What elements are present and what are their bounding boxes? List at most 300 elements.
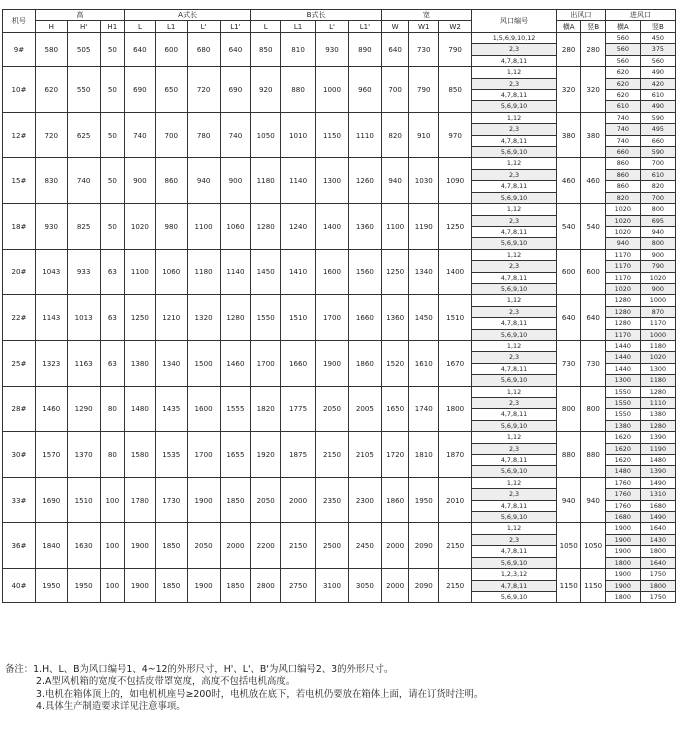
- outlet-no-cell: 1,12: [472, 523, 557, 534]
- outlet-no-cell: 2,3: [472, 215, 557, 226]
- dimension-cell: 1775: [281, 386, 316, 432]
- outlet-b-cell: 1150: [581, 569, 605, 603]
- dimension-cell: 1850: [155, 523, 187, 569]
- dimension-cell: 2105: [348, 432, 381, 478]
- dimension-cell: 1800: [439, 386, 472, 432]
- dimension-cell: 825: [67, 204, 100, 250]
- dimension-cell: 1720: [381, 432, 409, 478]
- header-sub-col: 横A: [556, 21, 580, 33]
- outlet-no-cell: 5,6,9,10: [472, 283, 557, 294]
- note-line: [5, 664, 675, 676]
- dimension-cell: 1370: [67, 432, 100, 478]
- dimension-cell: 1610: [409, 340, 439, 386]
- dimension-cell: 50: [100, 204, 124, 250]
- dimension-cell: 1510: [281, 295, 316, 341]
- inlet-b-cell: 1310: [640, 489, 675, 500]
- dimension-cell: 100: [100, 477, 124, 523]
- dimension-cell: 1100: [381, 204, 409, 250]
- dimension-cell: 2150: [281, 523, 316, 569]
- header-height: 高: [35, 10, 124, 21]
- dimension-cell: 1670: [439, 340, 472, 386]
- outlet-a-cell: 320: [556, 67, 580, 113]
- dimension-cell: 1030: [409, 158, 439, 204]
- dimension-cell: 1900: [316, 340, 349, 386]
- inlet-a-cell: 660: [605, 147, 640, 158]
- outlet-no-cell: 1,5,6,9,10,12: [472, 33, 557, 44]
- inlet-a-cell: 560: [605, 33, 640, 44]
- inlet-a-cell: 1900: [605, 546, 640, 557]
- dimension-cell: 850: [439, 67, 472, 113]
- inlet-b-cell: 1020: [640, 352, 675, 363]
- inlet-b-cell: 590: [640, 147, 675, 158]
- inlet-a-cell: 1680: [605, 512, 640, 523]
- inlet-a-cell: 620: [605, 78, 640, 89]
- dimension-cell: 2000: [381, 569, 409, 603]
- header-sub-col: L: [251, 21, 281, 33]
- header-sub-col: L1: [281, 21, 316, 33]
- table-row: [3, 523, 676, 534]
- machine-no-cell: 22#: [3, 295, 36, 341]
- dimension-cell: 720: [35, 112, 67, 158]
- dimension-cell: 1740: [409, 386, 439, 432]
- inlet-a-cell: 1170: [605, 272, 640, 283]
- outlet-no-cell: 4,7,8,11: [472, 55, 557, 66]
- inlet-b-cell: 870: [640, 306, 675, 317]
- inlet-b-cell: 1110: [640, 398, 675, 409]
- dimension-cell: 1013: [67, 295, 100, 341]
- inlet-a-cell: 620: [605, 90, 640, 101]
- table-row: [3, 432, 676, 443]
- inlet-a-cell: 740: [605, 135, 640, 146]
- machine-no-cell: 20#: [3, 249, 36, 295]
- dimension-cell: 2750: [281, 569, 316, 603]
- inlet-a-cell: 1440: [605, 340, 640, 351]
- outlet-no-cell: 1,12: [472, 386, 557, 397]
- outlet-a-cell: 640: [556, 295, 580, 341]
- outlet-no-cell: 4,7,8,11: [472, 363, 557, 374]
- dimension-cell: 910: [409, 112, 439, 158]
- outlet-b-cell: 280: [581, 33, 605, 67]
- dimension-cell: 1140: [281, 158, 316, 204]
- header-sub-col: H': [67, 21, 100, 33]
- dimension-cell: 1180: [251, 158, 281, 204]
- inlet-a-cell: 1550: [605, 386, 640, 397]
- dimension-cell: 1920: [251, 432, 281, 478]
- dimension-cell: 1250: [125, 295, 156, 341]
- inlet-b-cell: 490: [640, 101, 675, 112]
- machine-no-cell: 12#: [3, 112, 36, 158]
- outlet-no-cell: 5,6,9,10: [472, 147, 557, 158]
- dimension-cell: 50: [100, 33, 124, 67]
- dimension-cell: 1190: [409, 204, 439, 250]
- dimension-cell: 1500: [187, 340, 220, 386]
- inlet-a-cell: 1760: [605, 477, 640, 488]
- dimension-cell: 1900: [187, 569, 220, 603]
- outlet-b-cell: 460: [581, 158, 605, 204]
- table-row: [3, 477, 676, 488]
- dimension-cell: 1560: [348, 249, 381, 295]
- outlet-no-cell: 1,12: [472, 477, 557, 488]
- header-sub-col: L1: [155, 21, 187, 33]
- dimension-cell: 1600: [187, 386, 220, 432]
- outlet-no-cell: 4,7,8,11: [472, 135, 557, 146]
- dimension-cell: 1020: [125, 204, 156, 250]
- outlet-no-cell: 5,6,9,10: [472, 512, 557, 523]
- dimension-cell: 1860: [348, 340, 381, 386]
- inlet-a-cell: 1620: [605, 432, 640, 443]
- outlet-no-cell: 5,6,9,10: [472, 420, 557, 431]
- outlet-a-cell: 880: [556, 432, 580, 478]
- dimension-cell: 3100: [316, 569, 349, 603]
- dimension-cell: 1280: [251, 204, 281, 250]
- outlet-b-cell: 800: [581, 386, 605, 432]
- inlet-a-cell: 1020: [605, 204, 640, 215]
- inlet-a-cell: 1900: [605, 569, 640, 580]
- dimension-cell: 1850: [220, 477, 251, 523]
- inlet-b-cell: 1000: [640, 295, 675, 306]
- inlet-b-cell: 1390: [640, 466, 675, 477]
- dimension-cell: 50: [100, 112, 124, 158]
- dimension-cell: 1875: [281, 432, 316, 478]
- inlet-b-cell: 700: [640, 192, 675, 203]
- header-sub-col: L: [125, 21, 156, 33]
- machine-no-cell: 18#: [3, 204, 36, 250]
- dimension-cell: 1050: [251, 112, 281, 158]
- dimension-cell: 1090: [439, 158, 472, 204]
- note-line: [5, 689, 675, 701]
- outlet-no-cell: 1,12: [472, 432, 557, 443]
- dimension-cell: 2000: [281, 477, 316, 523]
- inlet-a-cell: 1170: [605, 329, 640, 340]
- dimension-cell: 1060: [220, 204, 251, 250]
- dimension-cell: 1043: [35, 249, 67, 295]
- dimension-cell: 1510: [439, 295, 472, 341]
- dimension-cell: 2150: [439, 569, 472, 603]
- dimension-cell: 1650: [381, 386, 409, 432]
- dimension-cell: 1290: [67, 386, 100, 432]
- dimension-cell: 1323: [35, 340, 67, 386]
- dimension-cell: 50: [100, 158, 124, 204]
- dimension-table: [2, 9, 676, 603]
- outlet-no-cell: 5,6,9,10: [472, 375, 557, 386]
- note-text: 4.具体生产制造要求详见注意事项。: [36, 701, 186, 713]
- dimension-cell: 1850: [220, 569, 251, 603]
- dimension-cell: 2350: [316, 477, 349, 523]
- dimension-cell: 1630: [67, 523, 100, 569]
- inlet-b-cell: 1680: [640, 500, 675, 511]
- dimension-cell: 680: [187, 33, 220, 67]
- dimension-cell: 2090: [409, 523, 439, 569]
- inlet-a-cell: 860: [605, 181, 640, 192]
- dimension-cell: 2050: [316, 386, 349, 432]
- inlet-a-cell: 1440: [605, 363, 640, 374]
- dimension-cell: 1660: [348, 295, 381, 341]
- inlet-a-cell: 1020: [605, 215, 640, 226]
- dimension-cell: 1600: [316, 249, 349, 295]
- dimension-cell: 930: [35, 204, 67, 250]
- dimension-cell: 860: [155, 158, 187, 204]
- outlet-no-cell: 4,7,8,11: [472, 580, 557, 591]
- inlet-b-cell: 700: [640, 158, 675, 169]
- inlet-b-cell: 1490: [640, 477, 675, 488]
- inlet-b-cell: 1190: [640, 443, 675, 454]
- header-subrow: [3, 21, 676, 33]
- inlet-b-cell: 940: [640, 226, 675, 237]
- dimension-cell: 780: [187, 112, 220, 158]
- outlet-no-cell: 1,12: [472, 67, 557, 78]
- outlet-b-cell: 1050: [581, 523, 605, 569]
- outlet-no-cell: 4,7,8,11: [472, 455, 557, 466]
- dimension-cell: 1100: [187, 204, 220, 250]
- inlet-a-cell: 860: [605, 158, 640, 169]
- dimension-cell: 1110: [348, 112, 381, 158]
- dimension-cell: 640: [381, 33, 409, 67]
- dimension-cell: 1300: [316, 158, 349, 204]
- dimension-cell: 1010: [281, 112, 316, 158]
- dimension-cell: 1900: [125, 569, 156, 603]
- outlet-b-cell: 640: [581, 295, 605, 341]
- outlet-no-cell: 2,3: [472, 306, 557, 317]
- dimension-cell: 1840: [35, 523, 67, 569]
- dimension-cell: 1240: [281, 204, 316, 250]
- dimension-cell: 920: [251, 67, 281, 113]
- dimension-cell: 1450: [409, 295, 439, 341]
- dimension-cell: 1700: [187, 432, 220, 478]
- table-row: [3, 67, 676, 78]
- dimension-cell: 1450: [251, 249, 281, 295]
- dimension-cell: 625: [67, 112, 100, 158]
- dimension-cell: 1550: [251, 295, 281, 341]
- inlet-a-cell: 860: [605, 169, 640, 180]
- dimension-cell: 1360: [348, 204, 381, 250]
- inlet-b-cell: 900: [640, 283, 675, 294]
- header-outlet-no: 风口编号: [472, 10, 557, 33]
- dimension-cell: 1250: [439, 204, 472, 250]
- header-sub-col: W2: [439, 21, 472, 33]
- inlet-b-cell: 1640: [640, 557, 675, 568]
- inlet-a-cell: 1800: [605, 591, 640, 602]
- dimension-cell: 1340: [155, 340, 187, 386]
- outlet-a-cell: 540: [556, 204, 580, 250]
- header-b-length: B式长: [251, 10, 382, 21]
- dimension-cell: 1820: [251, 386, 281, 432]
- outlet-no-cell: 1,2,3,12: [472, 569, 557, 580]
- dimension-cell: 63: [100, 249, 124, 295]
- header-inlet: 进风口: [605, 10, 675, 21]
- note-line: [5, 676, 675, 688]
- dimension-cell: 740: [67, 158, 100, 204]
- inlet-b-cell: 1800: [640, 546, 675, 557]
- dimension-cell: 1400: [316, 204, 349, 250]
- machine-no-cell: 40#: [3, 569, 36, 603]
- dimension-cell: 80: [100, 386, 124, 432]
- outlet-no-cell: 1,12: [472, 249, 557, 260]
- header-a-length: A式长: [125, 10, 251, 21]
- inlet-b-cell: 610: [640, 169, 675, 180]
- outlet-no-cell: 1,12: [472, 295, 557, 306]
- dimension-cell: 1280: [220, 295, 251, 341]
- inlet-b-cell: 495: [640, 124, 675, 135]
- dimension-cell: 810: [281, 33, 316, 67]
- inlet-b-cell: 1170: [640, 318, 675, 329]
- dimension-cell: 2200: [251, 523, 281, 569]
- header-sub-col: H: [35, 21, 67, 33]
- header-sub-col: L': [187, 21, 220, 33]
- inlet-a-cell: 740: [605, 124, 640, 135]
- outlet-no-cell: 2,3: [472, 489, 557, 500]
- dimension-cell: 2000: [220, 523, 251, 569]
- table-row: [3, 295, 676, 306]
- dimension-cell: 900: [220, 158, 251, 204]
- inlet-a-cell: 1020: [605, 283, 640, 294]
- inlet-a-cell: 1300: [605, 375, 640, 386]
- outlet-no-cell: 5,6,9,10: [472, 238, 557, 249]
- inlet-b-cell: 610: [640, 90, 675, 101]
- dimension-cell: 1810: [409, 432, 439, 478]
- inlet-b-cell: 1000: [640, 329, 675, 340]
- outlet-no-cell: 2,3: [472, 443, 557, 454]
- inlet-a-cell: 1280: [605, 295, 640, 306]
- dimension-cell: 980: [155, 204, 187, 250]
- dimension-cell: 700: [381, 67, 409, 113]
- outlet-no-cell: 2,3: [472, 44, 557, 55]
- dimension-cell: 940: [381, 158, 409, 204]
- machine-no-cell: 33#: [3, 477, 36, 523]
- outlet-no-cell: 5,6,9,10: [472, 557, 557, 568]
- dimension-cell: 1140: [220, 249, 251, 295]
- dimension-cell: 1570: [35, 432, 67, 478]
- outlet-no-cell: 2,3: [472, 261, 557, 272]
- outlet-no-cell: 2,3: [472, 398, 557, 409]
- outlet-no-cell: 5,6,9,10: [472, 192, 557, 203]
- dimension-cell: 1260: [348, 158, 381, 204]
- outlet-no-cell: 4,7,8,11: [472, 546, 557, 557]
- dimension-cell: 1060: [155, 249, 187, 295]
- outlet-no-cell: 2,3: [472, 124, 557, 135]
- dimension-cell: 1150: [316, 112, 349, 158]
- notes-block: [5, 664, 675, 714]
- dimension-cell: 900: [125, 158, 156, 204]
- dimension-cell: 1480: [125, 386, 156, 432]
- dimension-cell: 1730: [155, 477, 187, 523]
- inlet-a-cell: 1280: [605, 318, 640, 329]
- dimension-cell: 1460: [35, 386, 67, 432]
- machine-no-cell: 10#: [3, 67, 36, 113]
- inlet-b-cell: 1390: [640, 432, 675, 443]
- header-sub-col: W1: [409, 21, 439, 33]
- outlet-no-cell: 4,7,8,11: [472, 181, 557, 192]
- dimension-cell: 1435: [155, 386, 187, 432]
- inlet-b-cell: 560: [640, 55, 675, 66]
- dimension-cell: 1860: [381, 477, 409, 523]
- dimension-cell: 1210: [155, 295, 187, 341]
- dimension-cell: 2150: [316, 432, 349, 478]
- dimension-cell: 2500: [316, 523, 349, 569]
- table-row: [3, 249, 676, 260]
- dimension-cell: 2000: [381, 523, 409, 569]
- outlet-no-cell: 4,7,8,11: [472, 409, 557, 420]
- inlet-b-cell: 900: [640, 249, 675, 260]
- outlet-a-cell: 1150: [556, 569, 580, 603]
- outlet-b-cell: 320: [581, 67, 605, 113]
- dimension-cell: 1580: [125, 432, 156, 478]
- machine-no-cell: 15#: [3, 158, 36, 204]
- dimension-cell: 650: [155, 67, 187, 113]
- dimension-cell: 620: [35, 67, 67, 113]
- outlet-no-cell: 4,7,8,11: [472, 272, 557, 283]
- outlet-no-cell: 5,6,9,10: [472, 101, 557, 112]
- inlet-a-cell: 620: [605, 67, 640, 78]
- dimension-cell: 960: [348, 67, 381, 113]
- inlet-a-cell: 1760: [605, 500, 640, 511]
- dimension-cell: 1950: [409, 477, 439, 523]
- inlet-b-cell: 800: [640, 204, 675, 215]
- inlet-b-cell: 1490: [640, 512, 675, 523]
- dimension-cell: 790: [439, 33, 472, 67]
- inlet-b-cell: 375: [640, 44, 675, 55]
- dimension-cell: 1320: [187, 295, 220, 341]
- inlet-b-cell: 1300: [640, 363, 675, 374]
- dimension-cell: 2150: [439, 523, 472, 569]
- outlet-no-cell: 5,6,9,10: [472, 591, 557, 602]
- dimension-cell: 1400: [439, 249, 472, 295]
- machine-no-cell: 30#: [3, 432, 36, 478]
- outlet-no-cell: 4,7,8,11: [472, 318, 557, 329]
- inlet-a-cell: 560: [605, 55, 640, 66]
- dimension-cell: 1555: [220, 386, 251, 432]
- note-text: 3.电机在箱体顶上的，如电机机座号≥200时，电机放在底下，若电机仍要放在箱体上面，请在订货时注明。: [36, 688, 484, 700]
- header-sub-col: 竖B: [581, 21, 605, 33]
- note-text: 1.H、L、B为风口编号1、4~12的外形尺寸，H'、L'、B'为风口编号2、3的外形尺寸。: [33, 664, 394, 675]
- dimension-cell: 1163: [67, 340, 100, 386]
- dimension-cell: 970: [439, 112, 472, 158]
- header-sub-col: 竖B: [640, 21, 675, 33]
- dimension-cell: 2010: [439, 477, 472, 523]
- outlet-b-cell: 600: [581, 249, 605, 295]
- inlet-b-cell: 1020: [640, 272, 675, 283]
- dimension-cell: 1950: [67, 569, 100, 603]
- outlet-b-cell: 380: [581, 112, 605, 158]
- table-row: [3, 340, 676, 351]
- outlet-no-cell: 5,6,9,10: [472, 466, 557, 477]
- dimension-cell: 100: [100, 523, 124, 569]
- dimension-cell: 50: [100, 67, 124, 113]
- table-row: [3, 386, 676, 397]
- dimension-cell: 640: [125, 33, 156, 67]
- inlet-a-cell: 1800: [605, 557, 640, 568]
- dimension-cell: 820: [381, 112, 409, 158]
- dimension-cell: 700: [155, 112, 187, 158]
- dimension-cell: 940: [187, 158, 220, 204]
- dimension-cell: 100: [100, 569, 124, 603]
- dimension-cell: 2050: [251, 477, 281, 523]
- inlet-b-cell: 1640: [640, 523, 675, 534]
- dimension-cell: 3050: [348, 569, 381, 603]
- outlet-a-cell: 280: [556, 33, 580, 67]
- dimension-cell: 1520: [381, 340, 409, 386]
- header-sub-col: 横A: [605, 21, 640, 33]
- inlet-b-cell: 420: [640, 78, 675, 89]
- dimension-cell: 1180: [187, 249, 220, 295]
- outlet-no-cell: 1,12: [472, 204, 557, 215]
- dimension-cell: 580: [35, 33, 67, 67]
- dimension-cell: 1000: [316, 67, 349, 113]
- inlet-b-cell: 1180: [640, 375, 675, 386]
- machine-no-cell: 25#: [3, 340, 36, 386]
- outlet-no-cell: 5,6,9,10: [472, 329, 557, 340]
- dimension-cell: 2800: [251, 569, 281, 603]
- outlet-a-cell: 600: [556, 249, 580, 295]
